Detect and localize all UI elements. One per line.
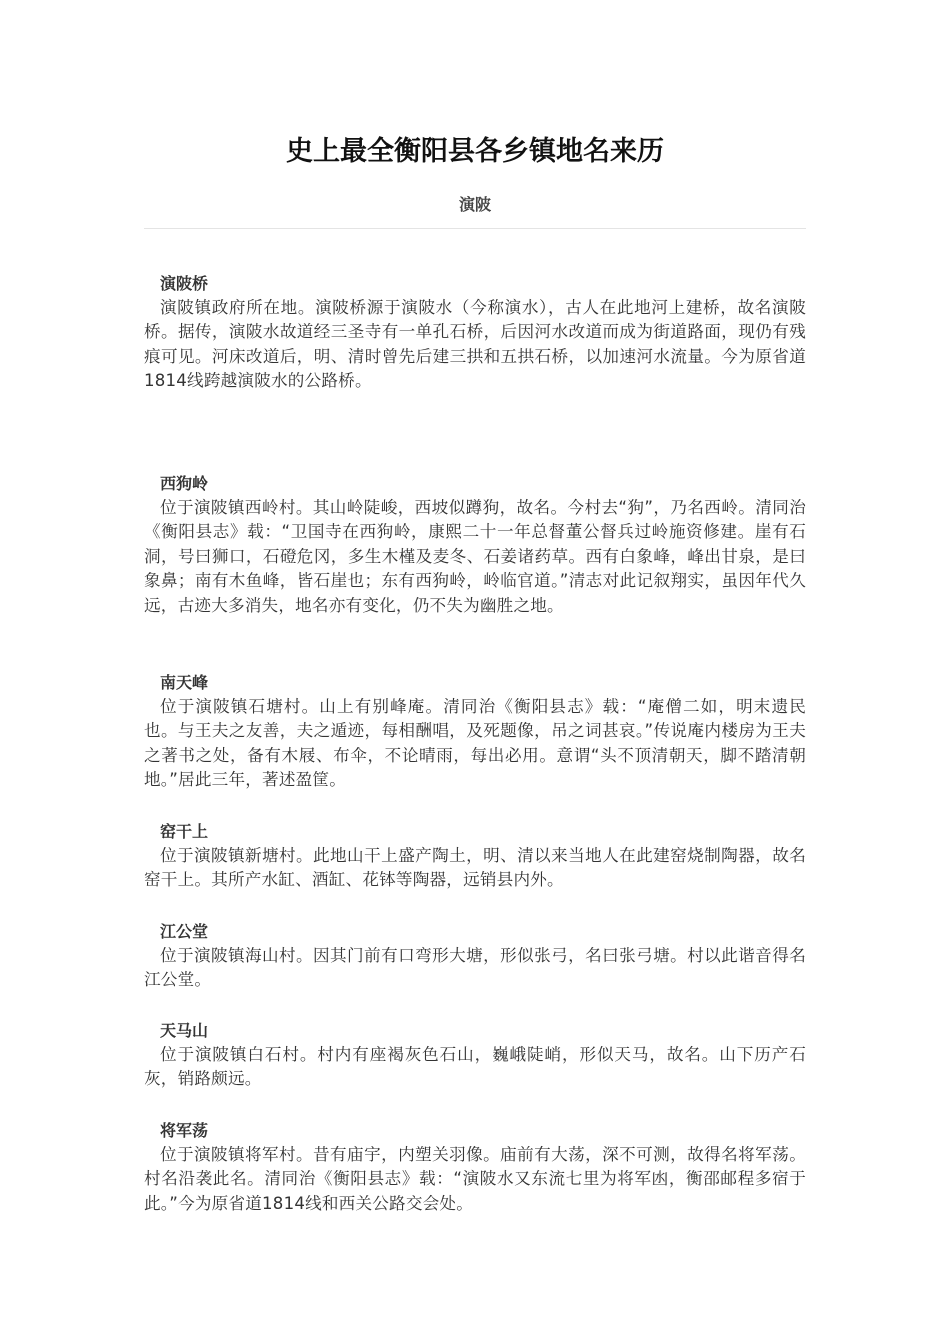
entry-nantianfeng (144, 671, 806, 793)
entry-yaoganshang (144, 820, 806, 893)
entry-body: 位于演陂镇新塘村。此地山干上盛产陶土，明、清以来当地人在此建窑烧制陶器，故名窑干上。其所产水缸、酒缸、花钵等陶器，远销县内外。 (144, 846, 806, 890)
entry-title: 南天峰 (160, 673, 209, 692)
entry-title: 天马山 (160, 1021, 209, 1040)
entry-title: 西狗岭 (160, 474, 209, 493)
entry-xigouling (144, 472, 806, 618)
entry-body: 位于演陂镇海山村。因其门前有口弯形大塘，形似张弓，名曰张弓塘。村以此谐音得名江公堂。 (144, 946, 806, 990)
entry-body: 位于演陂镇石塘村。山上有别峰庵。清同治《衡阳县志》载：“庵僧二如，明末遗民也。与王夫之友善，夫之遁迹，每相酬唱，及死题像，吊之词甚哀。”传说庵内楼房为王夫之著书之处，备有木屐、布伞，不论晴雨，每出必用。意谓“头不顶清朝天，脚不踏清朝地。”居此三年，著述盈筐。 (144, 697, 806, 790)
entry-jiangjundang (144, 1119, 806, 1216)
entry-body: 演陂镇政府所在地。演陂桥源于演陂水（今称演水），古人在此地河上建桥，故名演陂桥。据传，演陂水故道经三圣寺有一单孔石桥，后因河水改道而成为街道路面，现仍有残痕可见。河床改道后，明、清时曾先后建三拱和五拱石桥，以加速河水流量。今为原省道1814线跨越演陂水的公路桥。 (144, 298, 806, 391)
entry-title: 江公堂 (160, 922, 209, 941)
entry-body: 位于演陂镇西岭村。其山岭陡峻，西坡似蹲狗，故名。今村去“狗”，乃名西岭。清同治《衡阳县志》载：“卫国寺在西狗岭，康熙二十一年总督董公督兵过岭施资修建。崖有石洞，号曰狮口，石磴危冈，多生木槿及麦冬、石姜诸药草。西有白象峰，峰出甘泉，是曰象鼻；南有木鱼峰，皆石崖也；东有西狗岭，岭临官道。”清志对此记叙翔实，虽因年代久远，古迹大多消失，地名亦有变化，仍不失为幽胜之地。 (144, 498, 806, 615)
entry-tianmashan (144, 1019, 806, 1092)
title-divider (144, 228, 806, 229)
document-title: 史上最全衡阳县各乡镇地名来历 (286, 136, 664, 167)
entry-body: 位于演陂镇白石村。村内有座褐灰色石山，巍峨陡峭，形似天马，故名。山下历产石灰，销路颇远。 (144, 1045, 806, 1089)
entry-body: 位于演陂镇将军村。昔有庙宇，内塑关羽像。庙前有大荡，深不可测，故得名将军荡。村名沿袭此名。清同治《衡阳县志》载：“演陂水又东流七里为将军凼，衡邵邮程多宿于此。”今为原省道1814线和西关公路交会处。 (144, 1145, 806, 1213)
entry-yanpiqiao (144, 272, 806, 394)
entry-title: 将军荡 (160, 1121, 209, 1140)
entry-jianggongtang (144, 920, 806, 993)
document-subtitle: 演陂 (458, 195, 491, 214)
entry-title: 演陂桥 (160, 274, 209, 293)
entry-title: 窑干上 (160, 822, 209, 841)
